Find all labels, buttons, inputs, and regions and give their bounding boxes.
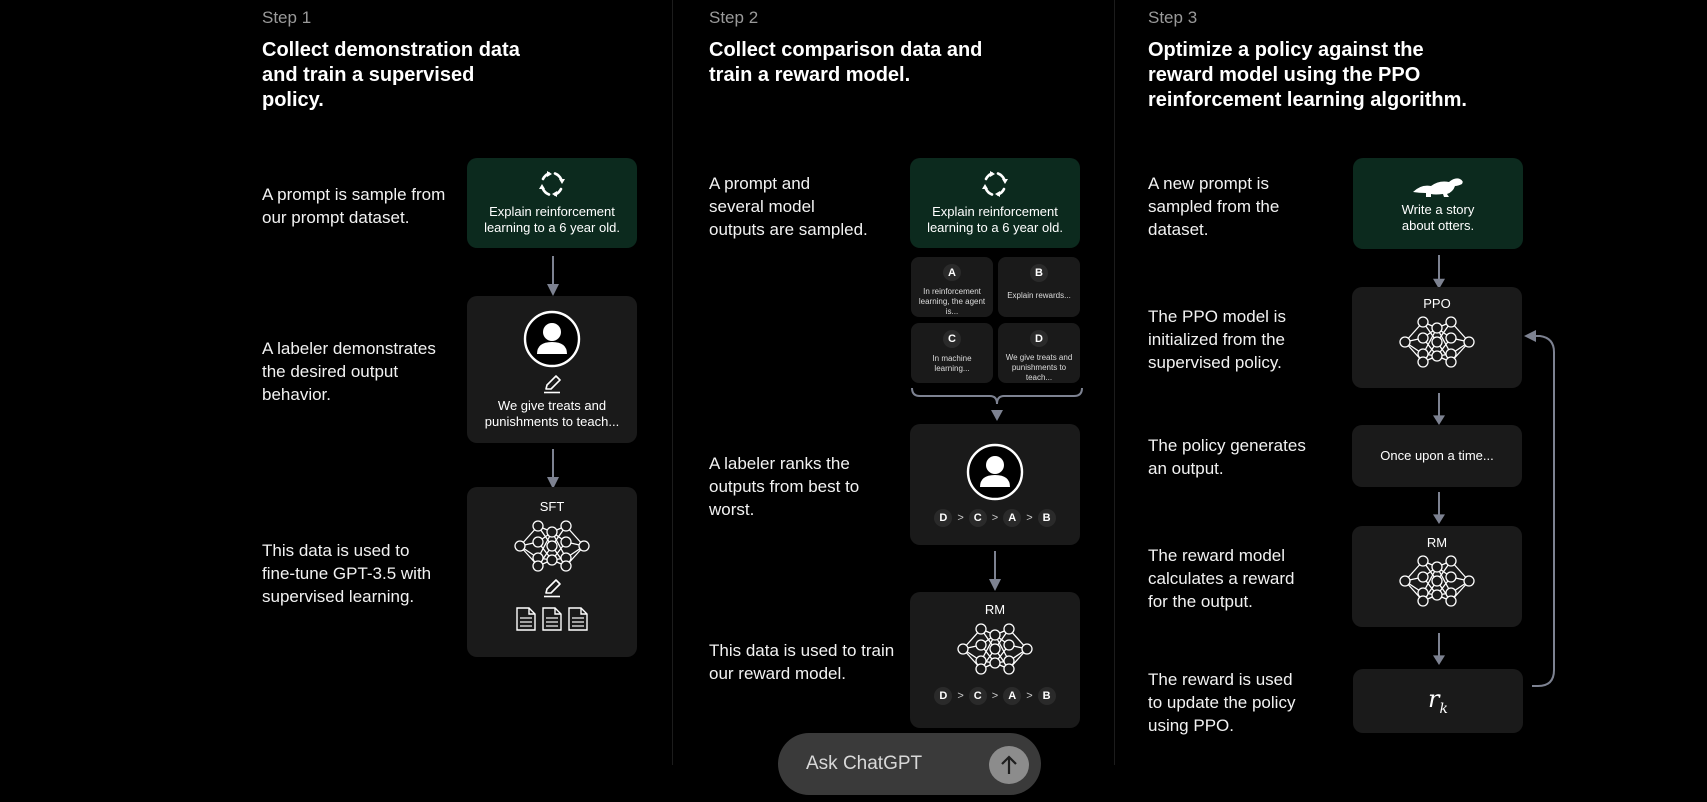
cycle-icon <box>981 170 1009 198</box>
chat-input[interactable] <box>804 752 978 776</box>
document-icon <box>567 607 589 631</box>
column-divider <box>672 0 673 765</box>
step1-desc-prompt: A prompt is sample from our prompt dataset. <box>262 185 446 227</box>
step3-desc-prompt: A new prompt is sampled from the dataset. <box>1148 174 1280 239</box>
step3-reward-card <box>1353 669 1523 733</box>
step2-desc-train: This data is used to train our reward model. <box>709 641 895 683</box>
pencil-icon <box>542 578 562 598</box>
rank-separator: > <box>957 511 964 524</box>
output-card-a <box>911 257 993 317</box>
person-icon <box>966 443 1024 501</box>
reward-subscript: k <box>1439 700 1448 717</box>
arrow-down-icon <box>1432 633 1446 665</box>
reward-symbol <box>1428 685 1448 717</box>
rank-separator: > <box>991 690 999 702</box>
otter-icon <box>1411 174 1465 198</box>
ranking <box>934 509 1055 527</box>
document-icon <box>515 607 537 631</box>
step3-desc-reward: The reward model calculates a reward for the output. <box>1148 546 1295 611</box>
rm-label: RM <box>1426 535 1448 550</box>
rank-item: B <box>1038 509 1056 527</box>
step3-label: Step 3 <box>1148 8 1198 27</box>
send-button[interactable] <box>989 746 1029 784</box>
ppo-label: PPO <box>1423 296 1451 311</box>
neural-network-icon <box>1399 314 1475 370</box>
rank-item: C <box>969 687 987 705</box>
step2-rm-card <box>910 592 1080 728</box>
step1-sft-card <box>467 487 637 657</box>
arrow-down-icon <box>546 449 560 489</box>
step3-output-card <box>1352 425 1522 487</box>
person-icon <box>523 310 581 368</box>
neural-network-icon <box>957 621 1033 677</box>
rank-separator: > <box>957 690 964 702</box>
rank-item: D <box>934 687 952 705</box>
rank-item: C <box>969 509 987 527</box>
reward-r: r <box>1428 685 1440 714</box>
step3-output-text: Once upon a time... <box>1380 448 1494 463</box>
step1-title: Collect demonstration data and train a supervised policy. <box>262 39 520 111</box>
step2-prompt-text: Explain reinforcement learning to a 6 year old. <box>927 204 1063 235</box>
merge-bracket-icon <box>910 388 1084 422</box>
document-icon <box>541 607 563 631</box>
step3-ppo-card <box>1352 287 1522 388</box>
rank-separator: > <box>1026 511 1033 524</box>
output-text: In reinforcement learning, the agent is... <box>918 287 986 316</box>
rank-item: D <box>934 509 952 527</box>
step3-prompt-text: Write a story about otters. <box>1401 201 1475 233</box>
step1-demo-card <box>467 296 637 443</box>
arrow-down-icon <box>1432 393 1446 425</box>
rank-separator: > <box>1026 690 1033 702</box>
neural-network-icon <box>1399 553 1475 609</box>
step1-desc-finetune: This data is used to fine-tune GPT-3.5 with supervised learning. <box>262 541 432 606</box>
output-card-d <box>998 323 1080 383</box>
step2-labeler-card <box>910 424 1080 545</box>
arrow-down-icon <box>546 256 560 296</box>
output-card-c <box>911 323 993 383</box>
documents-group <box>515 607 589 631</box>
rm-label: RM <box>984 602 1006 617</box>
step3-rm-card <box>1352 526 1522 627</box>
step2-desc-ranks: A labeler ranks the outputs from best to worst. <box>709 454 860 519</box>
output-text: In machine learning... <box>932 354 972 373</box>
output-letter: C <box>943 330 961 348</box>
arrow-down-icon <box>988 551 1002 591</box>
column-divider <box>1114 0 1115 765</box>
step1-prompt-card <box>467 158 637 248</box>
chat-bar <box>778 733 1041 795</box>
step2-desc-sampled: A prompt and several model outputs are sampled. <box>709 174 868 239</box>
output-letter: A <box>943 264 961 281</box>
cycle-icon <box>538 170 566 198</box>
rank-item: A <box>1003 687 1021 705</box>
feedback-loop-arrow-icon <box>1522 330 1562 690</box>
output-letter: B <box>1030 264 1048 282</box>
step2-label: Step 2 <box>709 8 759 27</box>
step1-desc-labeler: A labeler demonstrates the desired output behavior. <box>262 339 436 404</box>
step1-demo-text: We give treats and punishments to teach... <box>484 397 620 429</box>
ranking <box>934 687 1055 705</box>
output-card-b <box>998 257 1080 317</box>
pencil-icon <box>542 374 562 394</box>
step3-desc-update: The reward is used to update the policy using PPO. <box>1148 670 1296 735</box>
step1-label: Step 1 <box>262 8 312 27</box>
output-text: We give treats and punishments to teach... <box>1005 353 1073 382</box>
step3-desc-ppo: The PPO model is initialized from the supervised policy. <box>1148 307 1286 372</box>
step2-prompt-card <box>910 158 1080 248</box>
step3-desc-output: The policy generates an output. <box>1148 436 1306 478</box>
step1-prompt-text: Explain reinforcement learning to a 6 year old. <box>484 204 620 235</box>
arrow-down-icon <box>1432 255 1446 289</box>
rank-item: B <box>1038 687 1056 705</box>
output-letter: D <box>1030 330 1048 347</box>
step2-title: Collect comparison data and train a reward model. <box>709 39 983 86</box>
rank-separator: > <box>991 511 999 524</box>
step3-title: Optimize a policy against the reward model using the PPO reinforcement learning algorithm. <box>1148 39 1467 111</box>
output-text: Explain rewards... <box>1007 291 1071 300</box>
step3-prompt-card <box>1353 158 1523 249</box>
neural-network-icon <box>514 518 590 574</box>
rank-item: A <box>1003 509 1021 527</box>
arrow-down-icon <box>1432 492 1446 524</box>
arrow-up-icon <box>1000 755 1018 775</box>
sft-label: SFT <box>539 499 565 514</box>
